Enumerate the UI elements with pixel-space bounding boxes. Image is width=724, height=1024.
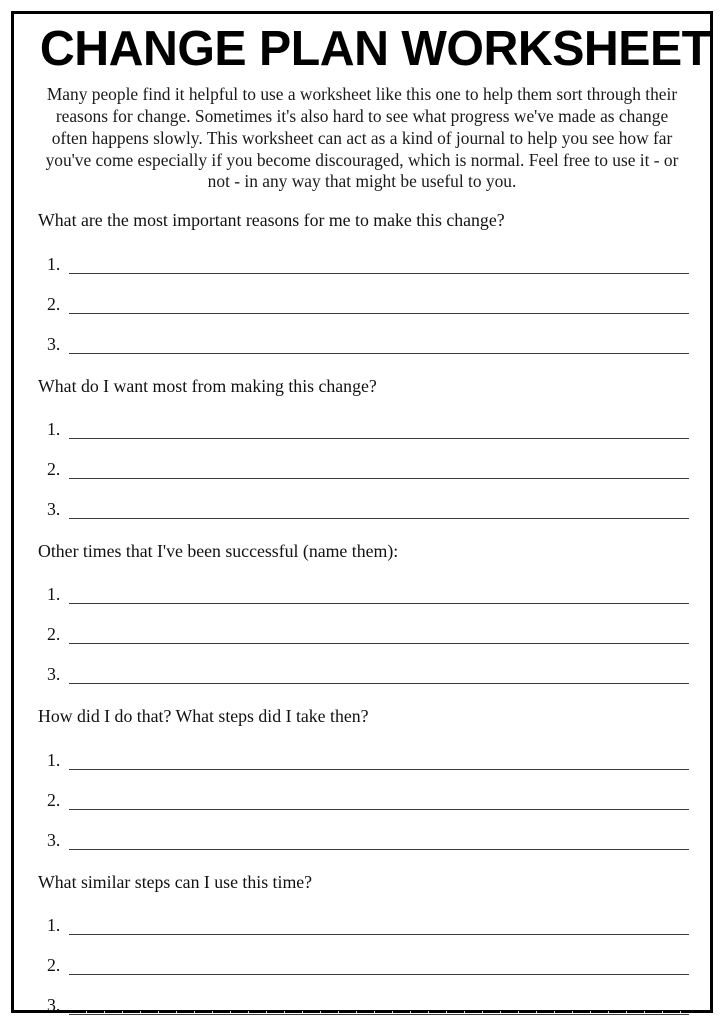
answer-number: 3. (47, 664, 61, 685)
answer-number: 1. (47, 253, 61, 274)
answer-number: 2. (47, 293, 61, 314)
answer-number: 1. (47, 749, 61, 770)
answer-write-in-line[interactable] (69, 350, 689, 354)
answer-write-in-line[interactable] (69, 640, 689, 644)
question-label: Other times that I've been successful (name them): (38, 540, 399, 561)
answer-write-in-line[interactable] (69, 310, 689, 314)
answer-row (35, 938, 689, 978)
question-section (35, 210, 689, 356)
question-section (35, 706, 689, 852)
answer-number: 1. (47, 915, 61, 936)
question-label: What do I want most from making this change? (38, 375, 377, 396)
answer-write-in-line[interactable] (69, 435, 689, 439)
answer-write-in-line[interactable] (69, 971, 689, 975)
question-label: How did I do that? What steps did I take then? (38, 706, 369, 727)
answer-row (35, 237, 689, 277)
answer-row (35, 647, 689, 687)
answer-list (35, 237, 689, 357)
answer-row (35, 442, 689, 482)
answer-row (35, 813, 689, 853)
answer-row (35, 898, 689, 938)
answer-row (35, 482, 689, 522)
answer-number: 3. (47, 499, 61, 520)
answer-number: 1. (47, 419, 61, 440)
answer-list (35, 567, 689, 687)
answer-number: 2. (47, 459, 61, 480)
question-section (35, 541, 689, 687)
answer-write-in-line[interactable] (69, 846, 689, 850)
question-label: What are the most important reasons for me to make this change? (38, 210, 505, 231)
answer-row (35, 978, 689, 1018)
answer-write-in-line[interactable] (69, 931, 689, 935)
answer-list (35, 402, 689, 522)
answer-write-in-line[interactable] (69, 1011, 689, 1015)
worksheet-content (11, 11, 713, 1016)
answer-list (35, 898, 689, 1018)
answer-number: 3. (47, 995, 61, 1016)
answer-number: 1. (47, 584, 61, 605)
answer-number: 3. (47, 829, 61, 850)
answer-write-in-line[interactable] (69, 475, 689, 479)
answer-row (35, 567, 689, 607)
answer-row (35, 402, 689, 442)
answer-row (35, 277, 689, 317)
answer-number: 2. (47, 624, 61, 645)
answer-number: 3. (47, 333, 61, 354)
answer-write-in-line[interactable] (69, 680, 689, 684)
question-label: What similar steps can I use this time? (38, 871, 313, 892)
answer-write-in-line[interactable] (69, 270, 689, 274)
question-section (35, 872, 689, 1018)
answer-write-in-line[interactable] (69, 766, 689, 770)
answer-row (35, 733, 689, 773)
answer-row (35, 607, 689, 647)
answer-list (35, 733, 689, 853)
answer-row (35, 773, 689, 813)
question-sections (35, 210, 689, 1018)
intro-paragraph: Many people find it helpful to use a worksheet like this one to help them sort through their reasons for change. Sometimes it's also hard to see what progress we've made as change often happens slowly. This worksheet can act as a kind of journal to help you see how far you've come especially if you become discouraged, which is normal. Feel free to use it - or not - in any way that might be useful to you. (45, 84, 679, 192)
answer-write-in-line[interactable] (69, 515, 689, 519)
answer-write-in-line[interactable] (69, 806, 689, 810)
answer-row (35, 317, 689, 357)
answer-number: 2. (47, 955, 61, 976)
question-section (35, 376, 689, 522)
answer-number: 2. (47, 789, 61, 810)
page-title: CHANGE PLAN WORKSHEET (39, 22, 711, 76)
answer-write-in-line[interactable] (69, 600, 689, 604)
